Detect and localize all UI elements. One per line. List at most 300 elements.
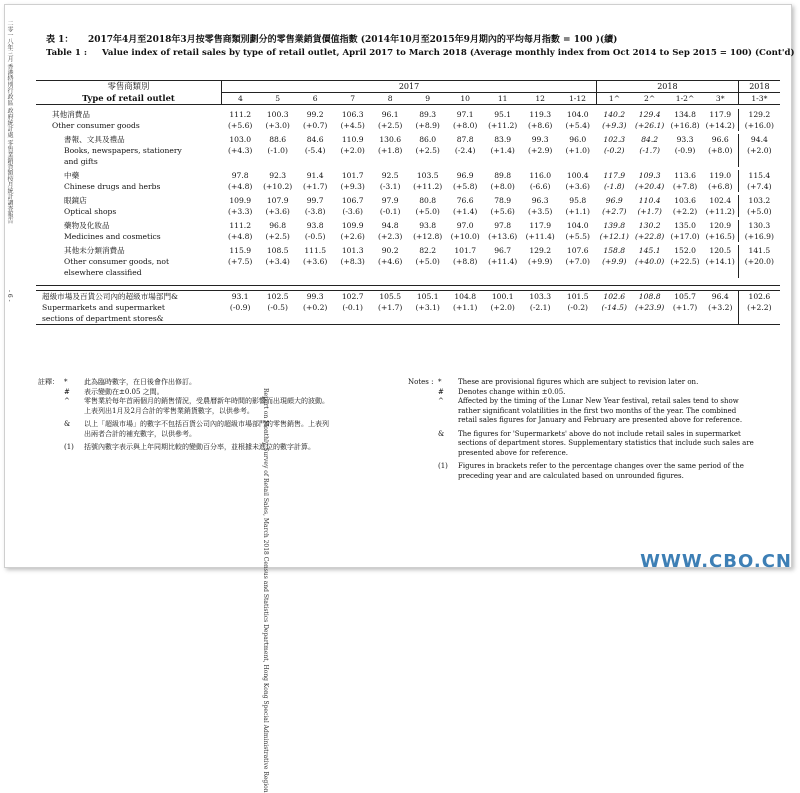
percent-change: (+1.4) bbox=[453, 207, 478, 216]
empty-cell bbox=[409, 156, 447, 167]
note-item bbox=[438, 462, 780, 472]
empty-cell bbox=[597, 267, 632, 278]
index-value: 93.3 bbox=[676, 135, 694, 144]
index-value: 97.8 bbox=[231, 171, 249, 180]
percent-change: (-0.5) bbox=[267, 303, 288, 312]
index-value: 129.2 bbox=[738, 109, 780, 120]
percent-change: (-0.5) bbox=[304, 232, 326, 241]
index-value: 107.6 bbox=[566, 246, 589, 255]
note-item bbox=[64, 378, 384, 388]
index-value: 99.3 bbox=[306, 292, 324, 301]
header-month: 12 bbox=[535, 94, 546, 103]
index-value: 120.5 bbox=[709, 246, 732, 255]
empty-cell bbox=[259, 156, 297, 167]
percent-change: (+7.4) bbox=[738, 181, 780, 192]
index-value: 116.0 bbox=[529, 171, 552, 180]
table-title-en-text: Value index of retail sales by type of retail outlet, April 2017 to March 2018 (Average monthly index from Oct 2014 to Sep 2015 = 100) (Cont'd) bbox=[102, 48, 795, 58]
note-symbol: ^ bbox=[438, 397, 444, 405]
percent-change: (+16.9) bbox=[738, 231, 780, 242]
percent-change: (+6.8) bbox=[708, 182, 733, 191]
percent-change: (+40.0) bbox=[635, 257, 665, 266]
row-label-en-cont: sections of department stores& bbox=[42, 314, 164, 323]
note-text: 括號內數字表示與上年同期比較的變動百分率，並根據未進位的數字計算。 bbox=[84, 443, 315, 451]
header-month: 5 bbox=[275, 94, 281, 103]
index-value: 96.3 bbox=[531, 196, 549, 205]
index-value: 96.7 bbox=[494, 246, 512, 255]
index-value: 89.8 bbox=[494, 171, 512, 180]
header-month: 9 bbox=[425, 94, 431, 103]
note-text: 出兩者合計的補充數字，以供參考。 bbox=[84, 429, 196, 438]
percent-change: (+1.4) bbox=[490, 146, 515, 155]
margin-page-number: - 6 - bbox=[6, 290, 13, 302]
percent-change: (+4.3) bbox=[228, 146, 253, 155]
index-value: 91.4 bbox=[306, 171, 324, 180]
index-value: 101.3 bbox=[341, 246, 364, 255]
header-year-2017: 2017 bbox=[221, 81, 596, 93]
header-type-en: Type of retail outlet bbox=[82, 92, 175, 103]
index-value: 82.2 bbox=[419, 246, 437, 255]
percent-change: (+3.0) bbox=[265, 121, 290, 130]
note-text: 上表列出1月及2月合計的零售業銷貨數字，以供參考。 bbox=[84, 406, 254, 415]
index-value: 84.6 bbox=[306, 135, 324, 144]
note-item bbox=[64, 430, 384, 440]
header-month: 8 bbox=[387, 94, 393, 103]
row-label-en: Chinese drugs and herbs bbox=[64, 182, 161, 191]
empty-cell bbox=[371, 156, 409, 167]
percent-change: (+5.0) bbox=[738, 206, 780, 217]
header-month: 1-12 bbox=[568, 94, 587, 103]
index-value: 102.3 bbox=[603, 135, 626, 144]
notes-en-heading: Notes : bbox=[408, 378, 434, 386]
percent-change: (+4.5) bbox=[340, 121, 365, 130]
row-label-en: Other consumer goods, not bbox=[64, 257, 170, 266]
index-value: 101.7 bbox=[454, 246, 477, 255]
note-symbol: # bbox=[64, 387, 70, 396]
note-item bbox=[438, 439, 780, 449]
index-value: 86.0 bbox=[419, 135, 437, 144]
empty-cell bbox=[597, 313, 632, 325]
note-item bbox=[438, 378, 780, 388]
percent-change: (-14.5) bbox=[601, 303, 627, 312]
row-label-en: Medicines and cosmetics bbox=[64, 232, 161, 241]
header-type-zh: 零售商類別 bbox=[107, 81, 150, 92]
index-value: 96.6 bbox=[711, 135, 729, 144]
note-symbol: (1) bbox=[64, 443, 74, 451]
header-month: 2^ bbox=[644, 94, 656, 103]
percent-change: (+8.8) bbox=[453, 257, 478, 266]
percent-change: (-0.2) bbox=[603, 146, 625, 155]
note-text: presented above for reference. bbox=[458, 448, 568, 457]
percent-change: (+8.6) bbox=[528, 121, 553, 130]
index-value: 129.4 bbox=[638, 110, 661, 119]
percent-change: (+11.4) bbox=[525, 232, 555, 241]
index-value: 102.4 bbox=[709, 196, 732, 205]
percent-change: (+2.6) bbox=[340, 232, 365, 241]
table-title-zh-text: 2017年4月至2018年3月按零售商類別劃分的零售業銷貨價值指數 (2014年10月至2015年9月期內的平均每月指數 = 100 )(續) bbox=[88, 35, 618, 45]
index-value: 107.9 bbox=[266, 196, 289, 205]
index-value: 110.9 bbox=[341, 135, 364, 144]
percent-change: (+1.7) bbox=[672, 303, 698, 312]
percent-change: (+5.4) bbox=[565, 121, 590, 130]
percent-change: (+2.0) bbox=[340, 146, 365, 155]
index-value: 96.8 bbox=[269, 221, 287, 230]
empty-cell bbox=[738, 156, 780, 167]
note-item bbox=[64, 407, 384, 417]
empty-cell bbox=[738, 313, 780, 325]
percent-change: (+8.3) bbox=[340, 257, 365, 266]
table-title-en bbox=[46, 48, 795, 58]
percent-change: (+12.1) bbox=[599, 232, 629, 241]
index-value: 93.1 bbox=[231, 292, 249, 301]
percent-change: (-1.0) bbox=[267, 146, 288, 155]
note-item bbox=[438, 388, 780, 398]
percent-change: (+7.0) bbox=[565, 257, 590, 266]
row-label-en: Books, newspapers, stationery bbox=[64, 146, 182, 155]
index-value: 96.4 bbox=[711, 292, 729, 301]
note-text: sections of department stores. Supplementary statistics that include such sales are bbox=[458, 439, 754, 447]
percent-change: (-5.4) bbox=[304, 146, 326, 155]
percent-change: (+2.3) bbox=[378, 232, 403, 241]
percent-change: (+5.0) bbox=[415, 207, 440, 216]
percent-change: (+2.0) bbox=[490, 303, 515, 312]
note-item bbox=[438, 407, 780, 417]
header-month: 1-2^ bbox=[675, 94, 695, 103]
index-value: 102.7 bbox=[341, 292, 364, 301]
index-value: 97.0 bbox=[456, 221, 474, 230]
percent-change: (+0.7) bbox=[303, 121, 328, 130]
index-value: 130.6 bbox=[379, 135, 402, 144]
index-value: 103.5 bbox=[416, 171, 439, 180]
index-value: 102.6 bbox=[603, 292, 626, 301]
percent-change: (+3.4) bbox=[265, 257, 290, 266]
margin-text-en: Report on Monthly Survey of Retail Sales, March 2018 Census and Statistics Department, Hong Kong Special Administrative Region bbox=[262, 388, 269, 793]
index-value: 141.5 bbox=[738, 245, 780, 256]
percent-change: (+26.1) bbox=[635, 121, 665, 130]
index-value: 110.4 bbox=[638, 196, 661, 205]
percent-change: (+1.1) bbox=[565, 207, 590, 216]
index-value: 145.1 bbox=[638, 246, 661, 255]
note-symbol: & bbox=[64, 420, 71, 428]
note-symbol: * bbox=[64, 378, 68, 386]
margin-text-zh: 二零一八年三月 香港特別行政區 政府統計處 零售業銷貨額按月統計調查報告 bbox=[6, 20, 13, 224]
index-value: 115.9 bbox=[229, 246, 252, 255]
row-label-zh: 中藥 bbox=[64, 171, 80, 180]
empty-cell bbox=[667, 313, 702, 325]
percent-change: (+4.6) bbox=[378, 257, 403, 266]
index-value: 105.1 bbox=[416, 292, 439, 301]
note-item bbox=[64, 397, 384, 407]
note-symbol: # bbox=[438, 387, 444, 396]
empty-cell bbox=[334, 313, 372, 325]
note-item bbox=[438, 449, 780, 459]
percent-change: (+3.3) bbox=[228, 207, 253, 216]
note-item bbox=[438, 430, 780, 440]
empty-cell bbox=[484, 156, 522, 167]
index-value: 80.8 bbox=[419, 196, 437, 205]
header-month: 1-3* bbox=[738, 93, 780, 105]
percent-change: (+14.2) bbox=[705, 121, 735, 130]
header-month: 4 bbox=[221, 93, 259, 105]
percent-change: (+2.9) bbox=[528, 146, 553, 155]
percent-change: (+16.0) bbox=[738, 120, 780, 131]
index-value: 102.5 bbox=[266, 292, 289, 301]
index-value: 93.8 bbox=[419, 221, 437, 230]
empty-cell bbox=[738, 267, 780, 278]
note-text: preceding year and are calculated based on unrounded figures. bbox=[458, 471, 684, 480]
empty-cell bbox=[667, 267, 702, 278]
percent-change: (+9.9) bbox=[602, 257, 627, 266]
empty-cell bbox=[221, 267, 259, 278]
percent-change: (+11.4) bbox=[488, 257, 518, 266]
index-value: 97.1 bbox=[456, 110, 474, 119]
index-value: 117.9 bbox=[603, 171, 626, 180]
percent-change: (-2.4) bbox=[454, 146, 476, 155]
percent-change: (+1.0) bbox=[565, 146, 590, 155]
percent-change: (+2.5) bbox=[415, 146, 440, 155]
percent-change: (-0.9) bbox=[229, 303, 251, 312]
row-label-zh: 其他未分類消費品 bbox=[64, 246, 125, 255]
percent-change: (+4.8) bbox=[228, 182, 253, 191]
percent-change: (+5.5) bbox=[565, 232, 590, 241]
percent-change: (+9.3) bbox=[340, 182, 365, 191]
index-value: 89.3 bbox=[419, 110, 437, 119]
note-text: 表示變動在±0.05 之間。 bbox=[84, 387, 164, 396]
empty-cell bbox=[521, 313, 559, 325]
index-value: 93.8 bbox=[306, 221, 324, 230]
empty-cell bbox=[632, 267, 667, 278]
percent-change: (+2.7) bbox=[602, 207, 627, 216]
index-value: 104.8 bbox=[454, 292, 477, 301]
percent-change: (+1.8) bbox=[378, 146, 403, 155]
index-value: 109.3 bbox=[638, 171, 661, 180]
index-value: 111.2 bbox=[229, 221, 252, 230]
percent-change: (+9.3) bbox=[602, 121, 627, 130]
empty-cell bbox=[334, 156, 372, 167]
empty-cell bbox=[632, 313, 667, 325]
note-item bbox=[438, 416, 780, 426]
row-label-zh: 超級市場及百貨公司內的超級市場部門& bbox=[42, 292, 178, 301]
index-value: 130.2 bbox=[638, 221, 661, 230]
note-item bbox=[438, 472, 780, 482]
index-value: 108.5 bbox=[266, 246, 289, 255]
percent-change: (+8.0) bbox=[453, 121, 478, 130]
row-label-en-cont: elsewhere classified bbox=[64, 268, 142, 277]
percent-change: (-2.1) bbox=[529, 303, 551, 312]
note-item bbox=[64, 443, 384, 453]
empty-cell bbox=[221, 313, 259, 325]
percent-change: (-1.7) bbox=[639, 146, 660, 155]
percent-change: (+16.5) bbox=[705, 232, 735, 241]
retail-index-table bbox=[36, 80, 780, 325]
empty-cell bbox=[521, 267, 559, 278]
index-value: 100.4 bbox=[566, 171, 589, 180]
percent-change: (+16.8) bbox=[670, 121, 700, 130]
index-value: 99.7 bbox=[306, 196, 324, 205]
percent-change: (+3.6) bbox=[565, 182, 590, 191]
row-label-zh: 藥物及化妝品 bbox=[64, 221, 110, 230]
empty-cell bbox=[259, 313, 297, 325]
side-margin bbox=[4, 12, 30, 552]
row-label-zh: 眼鏡店 bbox=[64, 196, 87, 205]
index-value: 92.5 bbox=[381, 171, 399, 180]
percent-change: (+7.5) bbox=[228, 257, 253, 266]
note-text: 以上「超級市場」的數字不包括百貨公司內的超級市場部門的零售銷售。上表列 bbox=[84, 420, 329, 428]
note-item bbox=[438, 397, 780, 407]
notes-zh-heading: 註釋： bbox=[38, 378, 59, 386]
index-value: 101.7 bbox=[341, 171, 364, 180]
percent-change: (-0.2) bbox=[567, 303, 589, 312]
index-value: 119.0 bbox=[709, 171, 732, 180]
row-label-zh: 其他消費品 bbox=[52, 110, 90, 119]
percent-change: (+11.2) bbox=[413, 182, 443, 191]
percent-change: (+3.2) bbox=[708, 303, 733, 312]
index-value: 119.3 bbox=[529, 110, 552, 119]
row-label-en: Optical shops bbox=[64, 207, 117, 216]
index-value: 94.4 bbox=[738, 134, 780, 145]
index-value: 78.9 bbox=[494, 196, 512, 205]
empty-cell bbox=[296, 156, 334, 167]
percent-change: (+10.0) bbox=[450, 232, 480, 241]
empty-cell bbox=[371, 313, 409, 325]
index-value: 120.9 bbox=[709, 221, 732, 230]
percent-change: (+1.1) bbox=[453, 303, 478, 312]
empty-cell bbox=[296, 267, 334, 278]
empty-cell bbox=[597, 156, 632, 167]
percent-change: (+11.2) bbox=[488, 121, 518, 130]
index-value: 109.9 bbox=[229, 196, 252, 205]
header-month: 6 bbox=[312, 94, 318, 103]
index-value: 134.8 bbox=[674, 110, 696, 119]
index-value: 104.0 bbox=[566, 221, 589, 230]
percent-change: (+2.5) bbox=[378, 121, 403, 130]
index-value: 102.6 bbox=[738, 291, 780, 303]
index-value: 95.1 bbox=[494, 110, 512, 119]
percent-change: (+11.2) bbox=[705, 207, 735, 216]
percent-change: (+2.0) bbox=[738, 145, 780, 156]
index-value: 130.3 bbox=[738, 220, 780, 231]
index-value: 96.9 bbox=[456, 171, 474, 180]
percent-change: (+9.9) bbox=[528, 257, 553, 266]
empty-cell bbox=[484, 313, 522, 325]
index-value: 109.9 bbox=[341, 221, 364, 230]
empty-cell bbox=[371, 267, 409, 278]
index-value: 106.3 bbox=[341, 110, 364, 119]
index-value: 100.3 bbox=[266, 110, 289, 119]
percent-change: (+3.1) bbox=[415, 303, 440, 312]
percent-change: (+14.1) bbox=[705, 257, 735, 266]
note-text: retail sales figures for January and February are presented above for reference. bbox=[458, 416, 743, 424]
index-value: 76.6 bbox=[456, 196, 474, 205]
index-value: 103.0 bbox=[229, 135, 252, 144]
index-value: 96.0 bbox=[569, 135, 587, 144]
row-label-en: Supermarkets and supermarket bbox=[42, 303, 165, 312]
percent-change: (+22.8) bbox=[635, 232, 665, 241]
index-value: 139.8 bbox=[603, 221, 626, 230]
percent-change: (+12.8) bbox=[413, 232, 443, 241]
percent-change: (+7.8) bbox=[672, 182, 698, 191]
percent-change: (+13.6) bbox=[488, 232, 518, 241]
header-month: 7 bbox=[350, 94, 356, 103]
index-value: 117.9 bbox=[529, 221, 552, 230]
percent-change: (+1.7) bbox=[637, 207, 662, 216]
index-value: 103.3 bbox=[529, 292, 552, 301]
note-text: Figures in brackets refer to the percentage changes over the same period of the bbox=[458, 462, 744, 470]
empty-cell bbox=[667, 156, 702, 167]
index-value: 115.4 bbox=[738, 170, 780, 181]
index-value: 97.8 bbox=[494, 221, 512, 230]
index-value: 97.9 bbox=[381, 196, 399, 205]
empty-cell bbox=[296, 313, 334, 325]
empty-cell bbox=[521, 156, 559, 167]
empty-cell bbox=[484, 267, 522, 278]
percent-change: (+3.5) bbox=[528, 207, 553, 216]
note-text: rather significant volatilities in the first two months of the year. The combined bbox=[458, 406, 737, 415]
index-value: 90.2 bbox=[381, 246, 399, 255]
note-text: The figures for 'Supermarkets' above do not include retail sales in supermarket bbox=[458, 429, 741, 438]
row-label-en-cont: and gifts bbox=[64, 157, 98, 166]
note-text: Affected by the timing of the Lunar New Year festival, retail sales tend to show bbox=[458, 397, 739, 405]
index-value: 117.9 bbox=[709, 110, 732, 119]
percent-change: (+20.4) bbox=[635, 182, 665, 191]
percent-change: (+3.6) bbox=[303, 257, 328, 266]
empty-cell bbox=[409, 313, 447, 325]
percent-change: (+2.2) bbox=[672, 207, 698, 216]
percent-change: (+5.6) bbox=[490, 207, 515, 216]
table-title-zh bbox=[46, 32, 617, 45]
percent-change: (-0.1) bbox=[342, 303, 363, 312]
percent-change: (+10.2) bbox=[263, 182, 293, 191]
index-value: 105.7 bbox=[674, 292, 696, 301]
note-symbol: & bbox=[438, 429, 445, 438]
note-text: Denotes change within ±0.05. bbox=[458, 387, 566, 396]
percent-change: (+1.7) bbox=[378, 303, 403, 312]
empty-cell bbox=[446, 267, 484, 278]
percent-change: (+17.0) bbox=[670, 232, 700, 241]
index-value: 158.8 bbox=[603, 246, 626, 255]
index-value: 104.0 bbox=[566, 110, 589, 119]
percent-change: (+2.2) bbox=[738, 302, 780, 313]
percent-change: (+23.9) bbox=[635, 303, 665, 312]
percent-change: (-0.9) bbox=[674, 146, 696, 155]
index-value: 113.6 bbox=[674, 171, 696, 180]
percent-change: (-1.8) bbox=[603, 182, 625, 191]
empty-cell bbox=[559, 156, 597, 167]
watermark-logo: WWW.CBO.CN bbox=[640, 551, 792, 572]
empty-cell bbox=[703, 156, 738, 167]
index-value: 140.2 bbox=[603, 110, 626, 119]
percent-change: (+3.6) bbox=[265, 207, 290, 216]
empty-cell bbox=[703, 313, 738, 325]
empty-cell bbox=[409, 267, 447, 278]
header-month: 11 bbox=[497, 94, 508, 103]
table-label-zh: 表 1： bbox=[46, 35, 74, 45]
empty-cell bbox=[334, 267, 372, 278]
index-value: 92.3 bbox=[269, 171, 287, 180]
index-value: 99.2 bbox=[306, 110, 324, 119]
percent-change: (+5.0) bbox=[415, 257, 440, 266]
row-label-zh: 書報、文具及禮品 bbox=[64, 135, 125, 144]
header-month: 10 bbox=[460, 94, 471, 103]
note-text: 此為臨時數字，在日後會作出修訂。 bbox=[84, 378, 196, 386]
index-value: 83.9 bbox=[494, 135, 512, 144]
empty-cell bbox=[559, 267, 597, 278]
percent-change: (+8.0) bbox=[490, 182, 515, 191]
note-item bbox=[64, 388, 384, 398]
header-month: 3* bbox=[715, 94, 725, 103]
empty-cell bbox=[221, 156, 259, 167]
percent-change: (+20.0) bbox=[738, 256, 780, 267]
index-value: 106.7 bbox=[341, 196, 364, 205]
